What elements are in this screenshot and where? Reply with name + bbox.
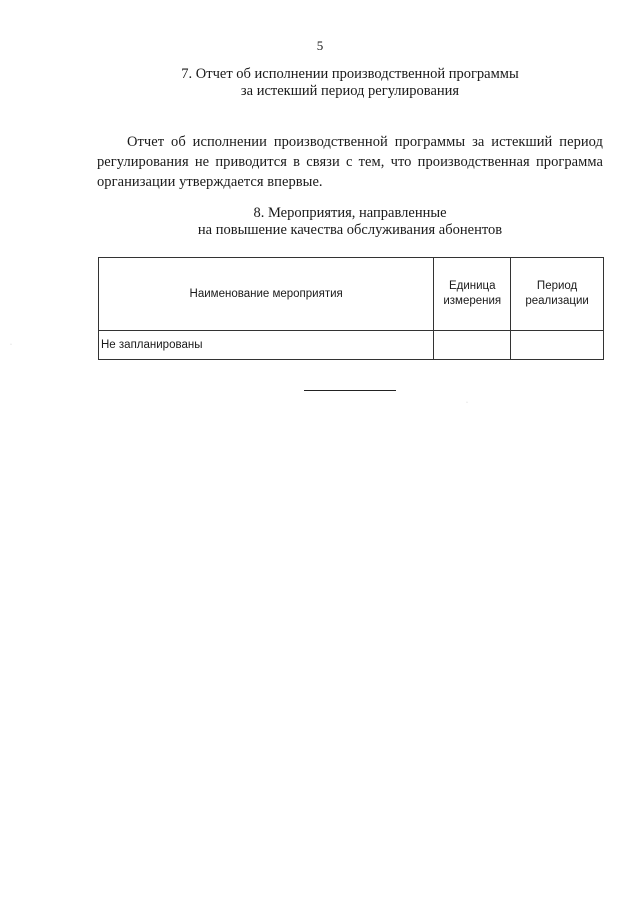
header-unit [434,258,511,331]
scan-speck: · [10,342,12,348]
header-period-line-1: Период [536,280,578,292]
header-unit-line-1: Единица [448,280,496,292]
section-8-heading-line-1: 8. Мероприятия, направленные [253,205,447,221]
section-8-heading-line-2: на повышение качества обслуживания абонентов [197,222,503,238]
cell-unit [434,331,511,360]
events-table [98,257,604,360]
cell-event-name: Не запланированы [99,331,434,360]
section-7-heading [100,66,600,100]
header-period [511,258,604,331]
header-event-name: Наименование мероприятия [99,258,434,331]
end-of-section-rule [304,390,396,391]
cell-period [511,331,604,360]
section-7-paragraph: Отчет об исполнении производственной программы за истекший период регулирования не приводится в связи с тем, что производственная программа организации утверждается впервые. [97,133,603,190]
scan-speck: · [466,400,468,406]
page-number: 5 [316,38,324,53]
header-unit-line-2: измерения [443,295,502,307]
header-period-line-2: реализации [525,295,589,307]
section-7-heading-line-2: за истекший период регулирования [240,83,460,99]
section-8-heading [100,205,600,239]
events-table-header-row [99,258,604,331]
section-7-heading-line-1: 7. Отчет об исполнении производственной программы [181,66,519,82]
table-row [99,331,604,360]
